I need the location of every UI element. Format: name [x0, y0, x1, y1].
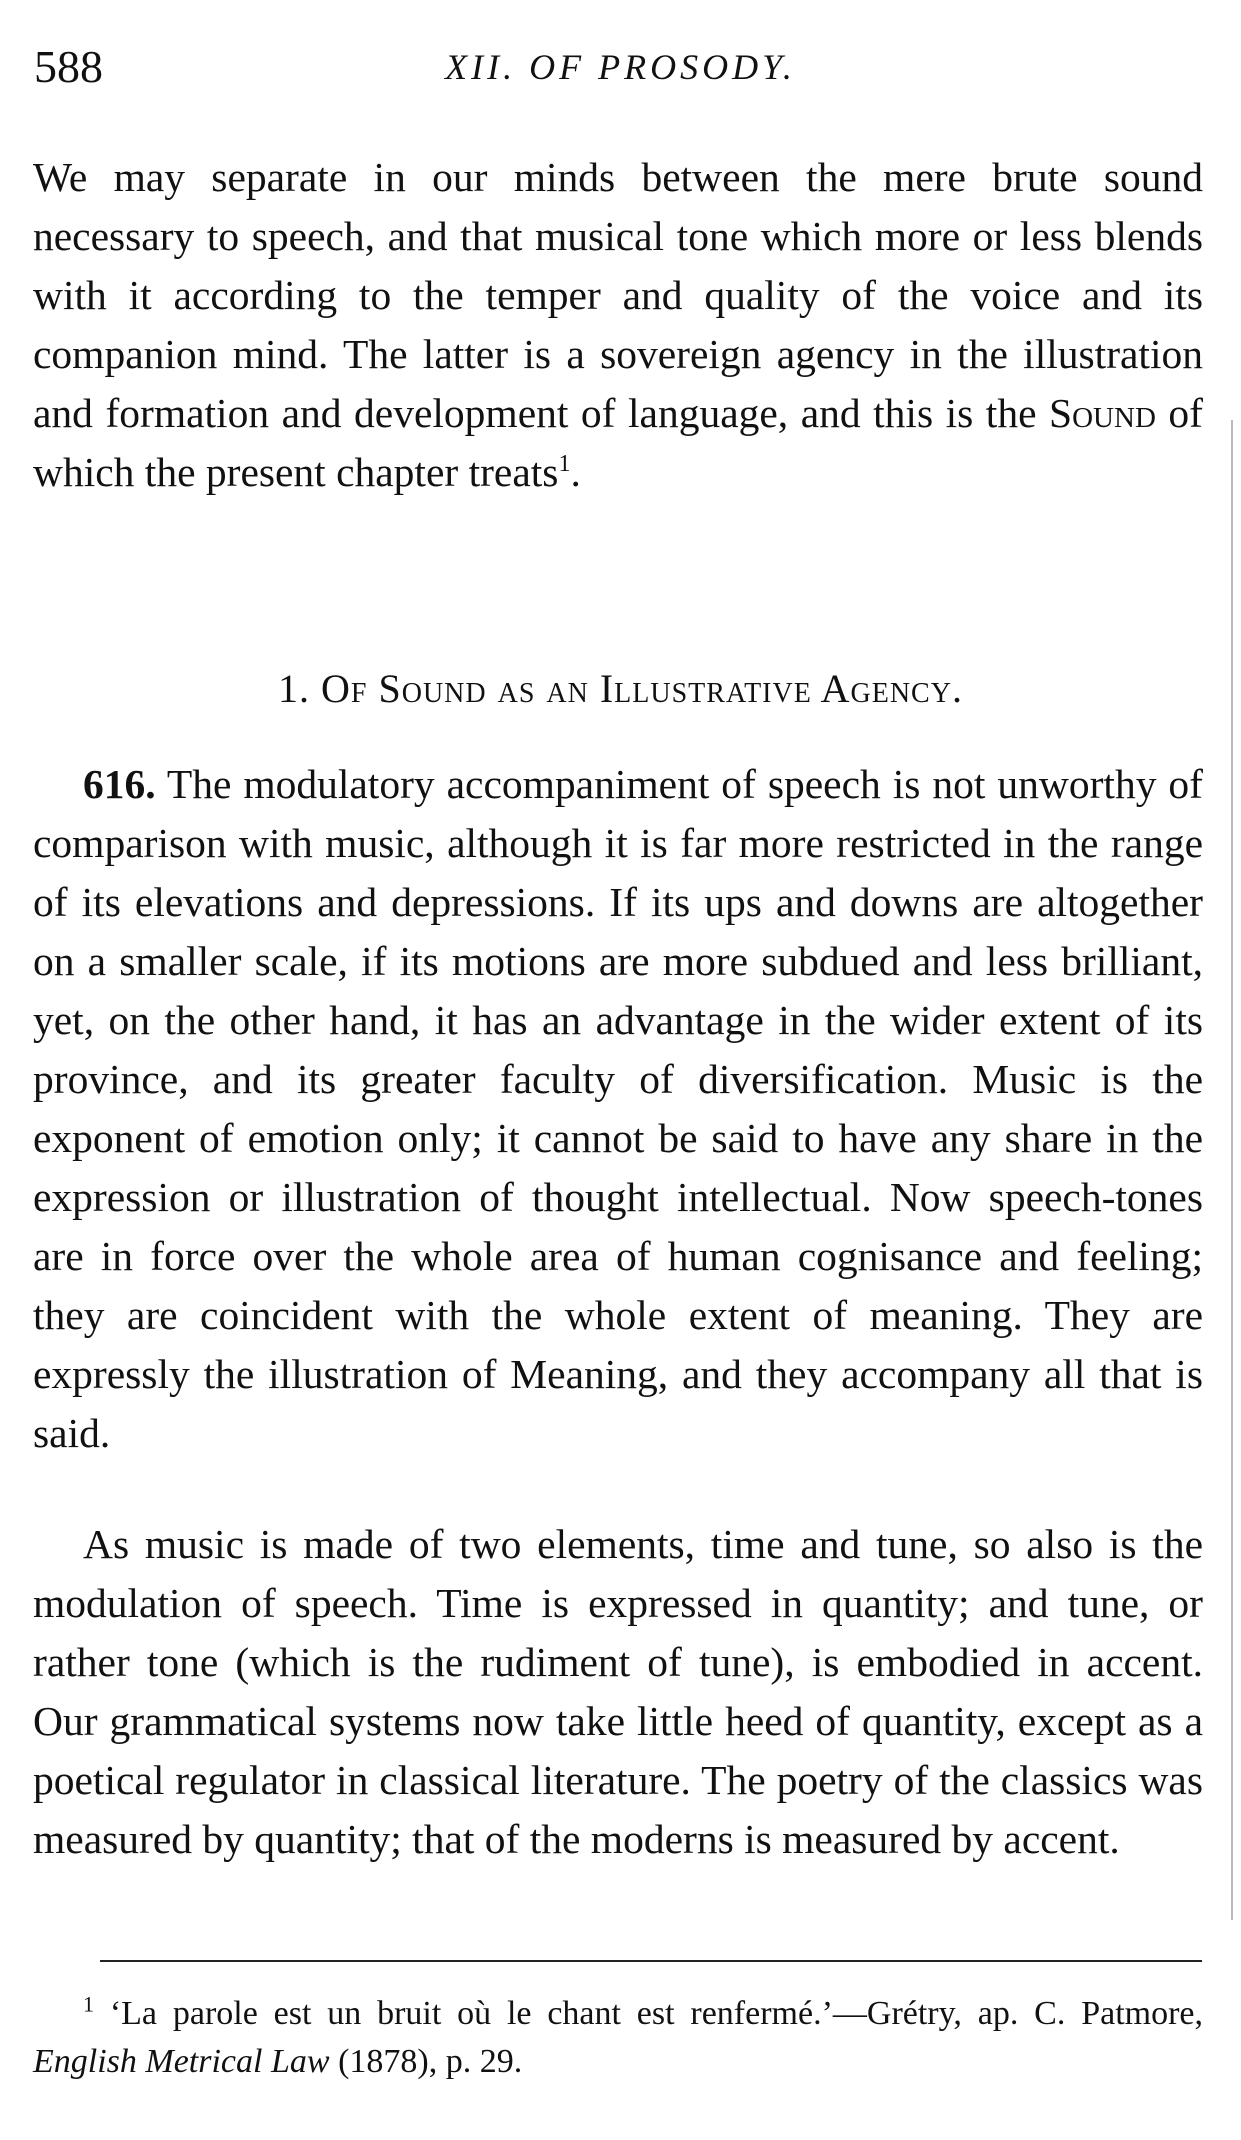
footnote-divider	[100, 1960, 1202, 1962]
scan-edge-line	[1231, 420, 1233, 1920]
footnote-quote: ‘La parole est un bruit où le chant est renfermé.’—Grétry, ap. C. Patmore,	[109, 1995, 1203, 2032]
sound-term: Sound	[1049, 390, 1156, 436]
paragraph-music-text: As music is made of two elements, time and tune, so also is the modulation of speech. Time is expressed in quantity; and tune, or rather tone (which is the rudiment of tune), is embodied in accent. Our grammatical systems now take little heed of quantity, except as a poetical regulator in classical literature. The poetry of the classics was measured by quantity; that of the moderns is measured by accent.	[33, 1521, 1203, 1862]
footnote-citation: (1878), p. 29.	[329, 2043, 523, 2080]
footnote-reference[interactable]: 1	[558, 451, 571, 478]
paragraph-616	[33, 755, 1203, 1463]
paragraph-number: 616.	[83, 761, 156, 807]
footnote-book-title: English Metrical Law	[33, 2043, 330, 2080]
footnote-marker: 1	[83, 1991, 94, 2017]
footnote	[33, 1990, 1203, 2086]
intro-paragraph	[33, 148, 1203, 502]
running-title: XII. OF PROSODY.	[445, 47, 796, 87]
intro-end-punct: .	[570, 449, 581, 495]
paragraph-616-text: The modulatory accompaniment of speech is not unworthy of comparison with music, although it is far more restricted in the range of its elevations and depressions. If its ups and downs are altogether on a smaller scale, if its motions are more subdued and less brilliant, yet, on the other hand, it has an advantage in the wider extent of its province, and its greater faculty of diversification. Music is the exponent of emotion only; it cannot be said to have any share in the expression or illustration of thought intellectual. Now speech-tones are in force over the whole area of human cognisance and feeling; they are coincident with the whole extent of meaning. They are expressly the illustration of Meaning, and they accompany all that is said.	[33, 761, 1203, 1456]
intro-text: We may separate in our minds between the mere brute sound necessary to speech, and that musical tone which more or less blends with it according to the temper and quality of the voice and its companion mind. The latter is a sovereign agency in the illustration and formation and development of language, and this is the	[33, 154, 1203, 436]
page-number: 588	[34, 41, 103, 92]
section-heading: 1. Of Sound as an Illustrative Agency.	[278, 666, 963, 711]
intro-text-end: of which the present chapter treats	[33, 390, 1203, 495]
paragraph-music	[33, 1515, 1203, 1869]
page-header	[30, 40, 1211, 110]
